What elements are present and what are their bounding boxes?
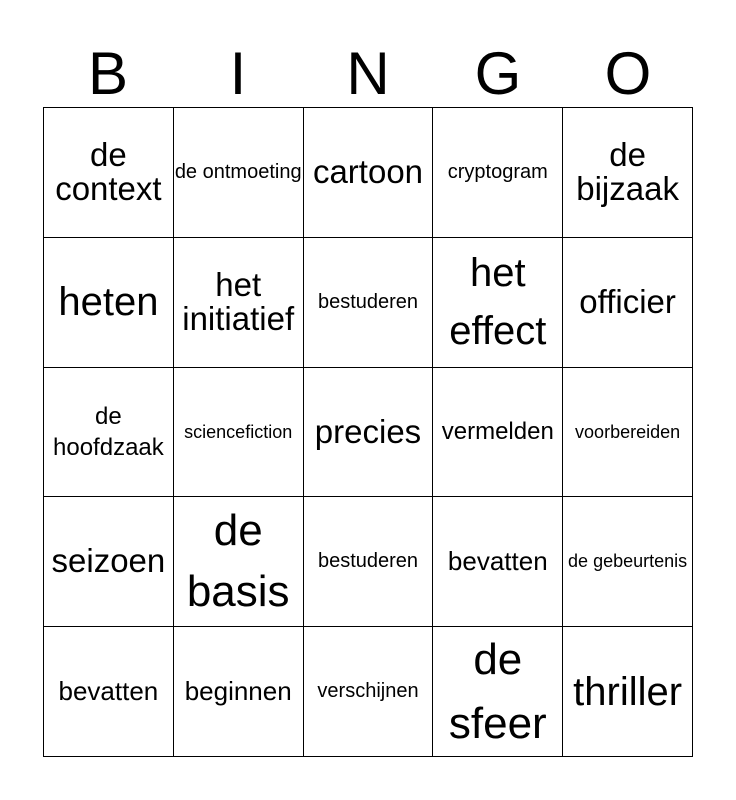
cell-text: de bijzaak xyxy=(576,135,679,208)
bingo-cell[interactable] xyxy=(44,497,174,627)
header-letter-n: N xyxy=(346,40,390,107)
bingo-cell[interactable] xyxy=(433,238,563,368)
bingo-cell[interactable] xyxy=(433,368,563,498)
bingo-cell[interactable] xyxy=(174,497,304,627)
bingo-cell[interactable] xyxy=(433,108,563,238)
bingo-cell[interactable] xyxy=(174,238,304,368)
cell-text: de gebeurtenis xyxy=(568,551,688,572)
bingo-cell[interactable] xyxy=(433,627,563,757)
cell-text: voorbereiden xyxy=(575,421,681,442)
cell-text: thriller xyxy=(573,669,683,714)
cell-text: het initiatief xyxy=(182,265,295,338)
bingo-cell[interactable] xyxy=(174,108,304,238)
cell-text: sciencefiction xyxy=(184,421,293,442)
cell-text: cartoon xyxy=(312,153,424,191)
cell-text: seizoen xyxy=(51,542,166,580)
cell-text: de hoofdzaak xyxy=(53,402,164,461)
cell-text: de ontmoeting xyxy=(174,160,302,183)
bingo-cell[interactable] xyxy=(563,238,693,368)
header-letter-g: G xyxy=(474,40,522,107)
cell-text: de sfeer xyxy=(448,634,547,748)
header-letter-o: O xyxy=(604,40,652,107)
bingo-cell[interactable] xyxy=(304,238,434,368)
bingo-cell[interactable] xyxy=(174,368,304,498)
bingo-cell[interactable] xyxy=(44,627,174,757)
bingo-cell[interactable] xyxy=(563,108,693,238)
bingo-cell[interactable] xyxy=(433,497,563,627)
bingo-cell[interactable] xyxy=(44,108,174,238)
bingo-cell[interactable] xyxy=(44,368,174,498)
bingo-cell[interactable] xyxy=(304,368,434,498)
header-letter-i: I xyxy=(229,40,247,107)
bingo-cell[interactable] xyxy=(563,368,693,498)
cell-text: de basis xyxy=(186,506,290,616)
cell-text: bevatten xyxy=(58,675,159,706)
bingo-cell[interactable] xyxy=(304,627,434,757)
bingo-cell[interactable] xyxy=(44,238,174,368)
cell-text: cryptogram xyxy=(447,160,548,183)
cell-text: bestuderen xyxy=(317,550,419,573)
cell-text: heten xyxy=(58,280,159,325)
bingo-card xyxy=(43,107,693,757)
bingo-cell[interactable] xyxy=(563,497,693,627)
bingo-cell[interactable] xyxy=(304,497,434,627)
cell-text: verschijnen xyxy=(317,680,419,703)
cell-text: vermelden xyxy=(441,418,554,446)
bingo-cell[interactable] xyxy=(563,627,693,757)
cell-text: officier xyxy=(579,282,676,320)
cell-text: de context xyxy=(55,135,162,208)
cell-text: bevatten xyxy=(447,546,548,577)
bingo-header xyxy=(43,38,693,110)
bingo-cell[interactable] xyxy=(174,627,304,757)
header-letter-b: B xyxy=(87,40,129,107)
bingo-cell[interactable] xyxy=(304,108,434,238)
cell-text: beginnen xyxy=(184,675,292,706)
cell-text: precies xyxy=(314,412,422,450)
cell-text: bestuderen xyxy=(317,290,419,313)
cell-text: het effect xyxy=(449,251,547,354)
